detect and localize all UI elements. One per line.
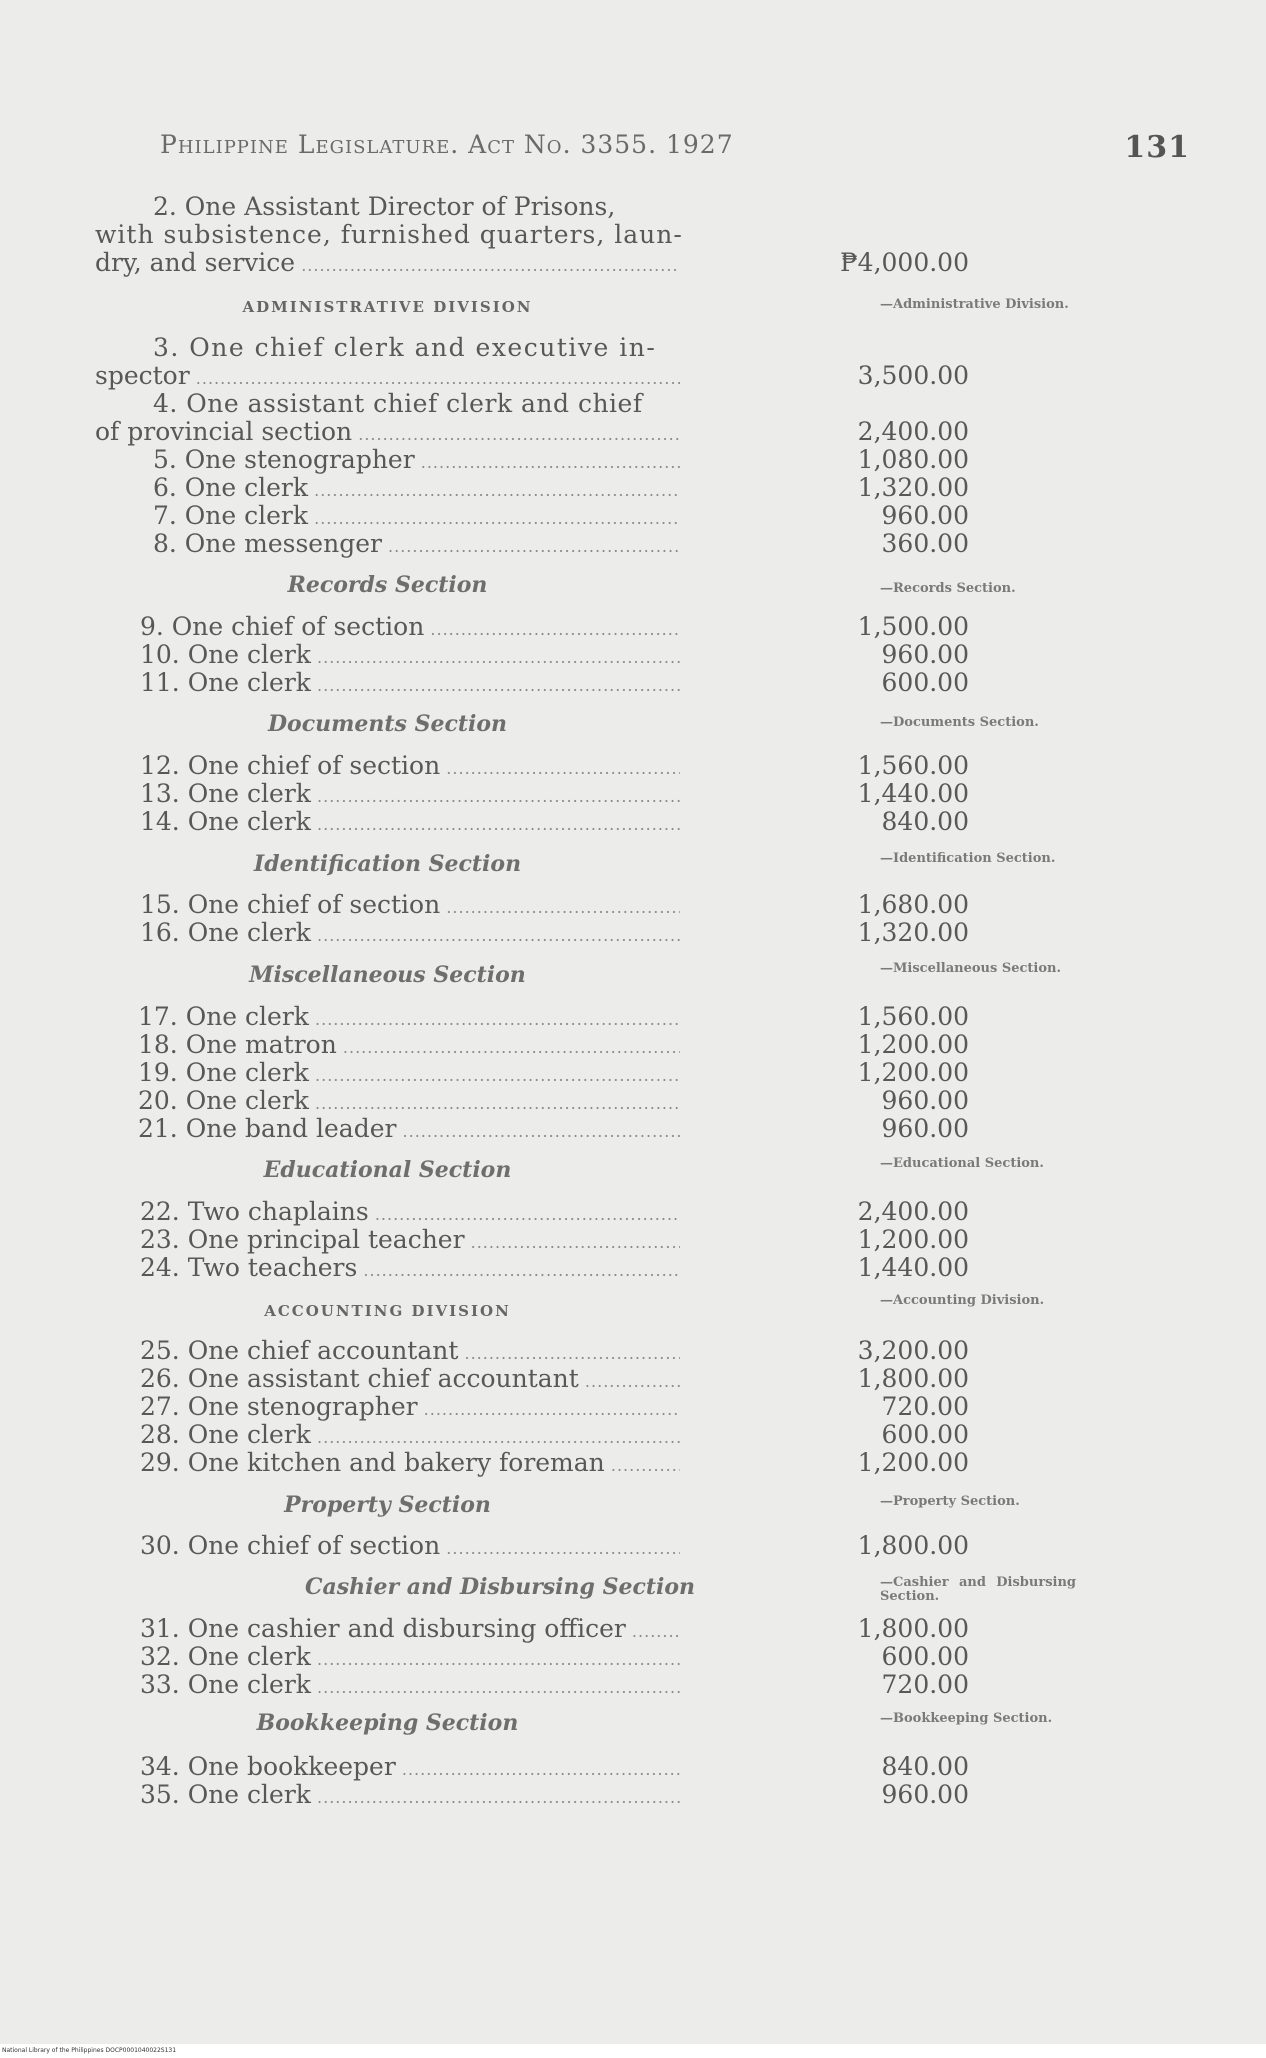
entry-amount: 2,400.00 <box>857 1197 969 1226</box>
intro-line: with subsistence, furnished quarters, laun- <box>95 220 683 249</box>
entry-row <box>140 1752 969 1781</box>
entry-label: 34. One bookkeeper ..... <box>140 1753 680 1784</box>
entry-amount: 3,200.00 <box>857 1336 969 1365</box>
entry-row <box>140 1336 969 1365</box>
margin-note: —Property Section. <box>880 1494 1020 1509</box>
entry-amount: 600.00 <box>881 668 969 697</box>
section-heading: ACCOUNTING DIVISION <box>264 1302 511 1320</box>
entry-row <box>140 1253 969 1282</box>
section-heading: Documents Section <box>267 711 508 737</box>
entry-label: 15. One chief of section ..... <box>140 891 680 922</box>
entry-amount: 1,560.00 <box>857 751 969 780</box>
entry-multiline <box>95 390 680 418</box>
entry-label: 6. One clerk ..... <box>153 474 680 505</box>
entry-amount: 1,200.00 <box>857 1030 969 1059</box>
entry-label: 5. One stenographer ..... <box>153 446 680 477</box>
entry-amount: 1,680.00 <box>857 890 969 919</box>
entry-row <box>140 1448 969 1477</box>
entry-amount: 720.00 <box>881 1670 969 1699</box>
entry-row <box>138 1030 969 1059</box>
running-title: Philippine Legislature. Act No. 3355. 1927 <box>160 130 734 159</box>
entry-amount: 840.00 <box>881 807 969 836</box>
entry-amount: 1,080.00 <box>857 445 969 474</box>
entry-label: 27. One stenographer ..... <box>140 1393 680 1424</box>
entry-label: 9. One chief of section ..... <box>140 613 680 644</box>
entry-label: 12. One chief of section ..... <box>140 752 680 783</box>
section-heading: ADMINISTRATIVE DIVISION <box>242 298 533 316</box>
entry-label: 23. One principal teacher ..... <box>140 1226 680 1257</box>
entry-line: 3. One chief clerk and executive in- <box>153 333 657 362</box>
section-heading: Identification Section <box>253 851 522 877</box>
entry-label: dry, and service ..... <box>95 249 680 280</box>
margin-note: —Educational Section. <box>880 1156 1044 1171</box>
entry-amount: 360.00 <box>881 529 969 558</box>
page-number: 131 <box>1124 130 1190 165</box>
entry-amount: 960.00 <box>881 1780 969 1809</box>
entry-label: 24. Two teachers ..... <box>140 1254 680 1285</box>
entry-label: of provincial section ..... <box>95 418 680 449</box>
entry-label: 25. One chief accountant ..... <box>140 1337 680 1368</box>
entry-label: 17. One clerk ..... <box>138 1003 680 1034</box>
entry-row <box>153 529 969 558</box>
entry-row <box>140 640 969 669</box>
intro-entry <box>95 248 969 277</box>
entry-row <box>153 473 969 502</box>
entry-label: 16. One clerk ..... <box>140 919 680 950</box>
entry-row <box>140 1420 969 1449</box>
entry-line: 4. One assistant chief clerk and chief <box>153 389 643 418</box>
entry-amount: 1,440.00 <box>857 779 969 808</box>
entry-label: 22. Two chaplains ..... <box>140 1198 680 1229</box>
entry-amount: 1,200.00 <box>857 1058 969 1087</box>
entry-amount: 1,800.00 <box>857 1364 969 1393</box>
entry-amount: 1,800.00 <box>857 1531 969 1560</box>
entry-row <box>140 1364 969 1393</box>
entry-row <box>138 1058 969 1087</box>
entry-amount: 2,400.00 <box>857 417 969 446</box>
margin-note: —Accounting Division. <box>880 1293 1045 1308</box>
entry-amount: 1,320.00 <box>857 918 969 947</box>
section-heading: Cashier and Disbursing Section <box>304 1574 696 1600</box>
entry-row <box>138 1114 969 1143</box>
entry-label: 29. One kitchen and bakery foreman ..... <box>140 1449 680 1480</box>
entry-row <box>140 751 969 780</box>
scan-credit: National Library of the Philippines DOCP0001040022S131 <box>0 2044 1266 2058</box>
entry-amount: 1,800.00 <box>857 1614 969 1643</box>
entry-label: 7. One clerk ..... <box>153 502 680 533</box>
entry-row <box>138 1002 969 1031</box>
entry-label: 21. One band leader ..... <box>138 1115 680 1146</box>
section-heading: Property Section <box>284 1492 491 1518</box>
entry-label: 18. One matron ..... <box>138 1031 680 1062</box>
entry-row <box>140 1614 969 1643</box>
entry-row <box>140 1197 969 1226</box>
intro-line: 2. One Assistant Director of Prisons, <box>153 192 616 221</box>
entry-amount: 1,200.00 <box>857 1225 969 1254</box>
entry-row <box>140 890 969 919</box>
entry-label: 19. One clerk ..... <box>138 1059 680 1090</box>
entry-label: 11. One clerk ..... <box>140 669 680 700</box>
entry-label: 14. One clerk ..... <box>140 808 680 839</box>
entry-row <box>140 1670 969 1699</box>
intro-paragraph <box>95 192 683 249</box>
entry-label: 31. One cashier and disbursing officer ..... <box>140 1615 680 1646</box>
entry-row <box>140 1780 969 1809</box>
section-heading: Educational Section <box>263 1157 512 1183</box>
entry-amount: 960.00 <box>881 501 969 530</box>
entry-row <box>95 417 969 446</box>
entry-label: 28. One clerk ..... <box>140 1421 680 1452</box>
entry-amount: 1,320.00 <box>857 473 969 502</box>
entry-amount: 840.00 <box>881 1752 969 1781</box>
margin-note: —Miscellaneous Section. <box>880 961 1061 976</box>
margin-note: —Records Section. <box>880 581 1016 596</box>
entry-label: 10. One clerk ..... <box>140 641 680 672</box>
entry-amount: 1,500.00 <box>857 612 969 641</box>
entry-amount: 1,440.00 <box>857 1253 969 1282</box>
entry-row <box>153 501 969 530</box>
entry-row <box>140 1225 969 1254</box>
entry-label: 26. One assistant chief accountant ..... <box>140 1365 680 1396</box>
entry-row <box>140 918 969 947</box>
entry-label: 33. One clerk ..... <box>140 1671 680 1702</box>
entry-amount: 960.00 <box>881 1114 969 1143</box>
entry-row <box>95 361 969 390</box>
entry-multiline <box>95 334 680 362</box>
entry-label: 13. One clerk ..... <box>140 780 680 811</box>
entry-amount: 960.00 <box>881 640 969 669</box>
entry-row <box>140 668 969 697</box>
margin-note: —Bookkeeping Section. <box>880 1711 1053 1726</box>
entry-amount: ₱4,000.00 <box>840 248 969 277</box>
margin-note: —Administrative Division. <box>880 297 1069 312</box>
section-heading: Bookkeeping Section <box>256 1710 519 1736</box>
entry-row <box>140 807 969 836</box>
entry-amount: 600.00 <box>881 1420 969 1449</box>
entry-amount: 600.00 <box>881 1642 969 1671</box>
margin-note: —Identification Section. <box>880 851 1056 866</box>
entry-row <box>140 612 969 641</box>
entry-row <box>140 1531 969 1560</box>
section-heading: Miscellaneous Section <box>249 962 526 988</box>
entry-label: spector ..... <box>95 362 680 393</box>
entry-label: 35. One clerk ..... <box>140 1781 680 1812</box>
entry-amount: 3,500.00 <box>857 361 969 390</box>
entry-row <box>140 1392 969 1421</box>
entry-label: 8. One messenger ..... <box>153 530 680 561</box>
entry-label: 30. One chief of section ..... <box>140 1532 680 1563</box>
entry-label: 20. One clerk ..... <box>138 1087 680 1118</box>
entry-amount: 1,560.00 <box>857 1002 969 1031</box>
entry-row <box>140 779 969 808</box>
entry-amount: 720.00 <box>881 1392 969 1421</box>
entry-label: 32. One clerk ..... <box>140 1643 680 1674</box>
entry-amount: 1,200.00 <box>857 1448 969 1477</box>
entry-amount: 960.00 <box>881 1086 969 1115</box>
entry-row <box>138 1086 969 1115</box>
margin-note: —Cashier and Disbursing Section. <box>880 1575 1076 1604</box>
entry-row <box>140 1642 969 1671</box>
entry-row <box>153 445 969 474</box>
section-heading: Records Section <box>287 572 488 598</box>
margin-note: —Documents Section. <box>880 715 1039 730</box>
